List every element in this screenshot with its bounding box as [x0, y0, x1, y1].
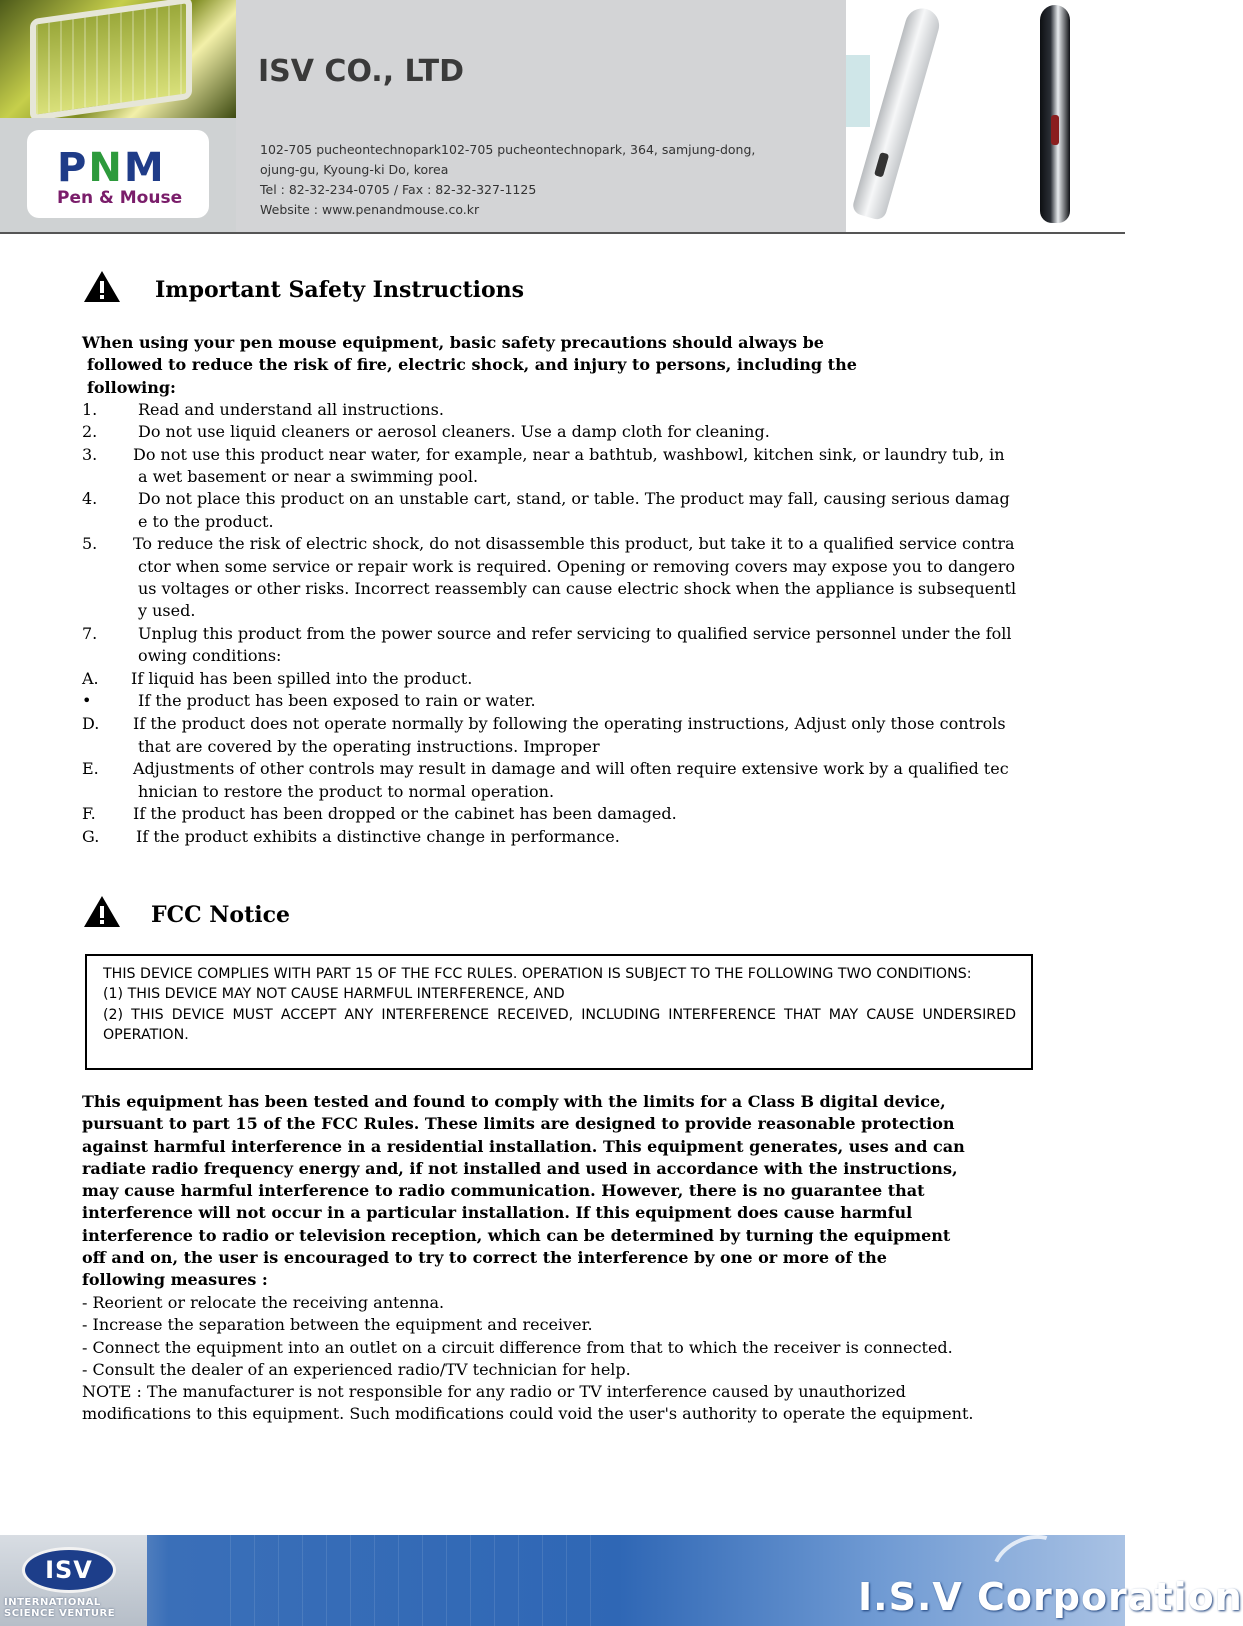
safety-intro — [82, 332, 1022, 399]
company-name: ISV CO., LTD — [258, 54, 465, 89]
item-text: Adjustments of other controls may result in damage and will often require extensive work by a qualified tec — [133, 759, 1009, 778]
measure-item: - Reorient or relocate the receiving antenna. — [82, 1293, 445, 1312]
item-text-continued: y used. — [138, 601, 196, 620]
intro-line: When using your pen mouse equipment, basic safety precautions should always be — [82, 333, 824, 352]
item-text-continued: ctor when some service or repair work is required. Opening or removing covers may expose you to dangero — [138, 557, 1016, 576]
statement-line: interference will not occur in a particular installation. If this equipment does cause harmful — [82, 1203, 913, 1223]
header-banner — [0, 0, 1125, 234]
statement-line: This equipment has been tested and found to comply with the limits for a Class B digital device, — [82, 1092, 946, 1111]
monitor-photo — [0, 0, 236, 118]
safety-title: Important Safety Instructions — [155, 277, 525, 303]
logo-tagline: Pen & Mouse — [57, 188, 183, 208]
item-bullet: • — [82, 691, 92, 710]
item-text-continued: hnician to restore the product to normal operation. — [138, 782, 555, 801]
fcc-statement — [82, 1091, 1022, 1292]
item-text: Read and understand all instructions. — [138, 400, 444, 419]
isv-logo: ISV — [22, 1547, 116, 1593]
item-text: If liquid has been spilled into the product. — [131, 669, 473, 688]
fcc-title: FCC Notice — [151, 902, 290, 928]
measure-item: - Consult the dealer of an experienced radio/TV technician for help. — [82, 1359, 631, 1379]
statement-line: following measures : — [82, 1270, 268, 1290]
item-number: 3. — [82, 445, 98, 464]
item-number: G. — [82, 827, 100, 846]
item-text-continued: owing conditions: — [138, 646, 282, 665]
item-text-continued: that are covered by the operating instructions. Improper — [138, 737, 600, 756]
logo-letter-m: M — [123, 145, 166, 191]
item-number: 4. — [82, 489, 98, 508]
warning-triangle-icon — [82, 269, 122, 305]
item-number: D. — [82, 714, 100, 733]
address-line: ojung-gu, Kyoung-ki Do, korea — [260, 162, 449, 177]
logo-letter-n: N — [88, 145, 124, 191]
statement-line: against harmful interference in a residential installation. This equipment generates, uses and can — [82, 1136, 965, 1156]
intro-line: followed to reduce the risk of fire, electric shock, and injury to persons, including the — [87, 355, 857, 375]
footer-grid-pattern — [230, 1535, 610, 1626]
isv-subtitle-line: SCIENCE VENTURE — [4, 1608, 116, 1619]
item-number: 5. — [82, 534, 98, 553]
fcc-box-line: THIS DEVICE COMPLIES WITH PART 15 OF THE FCC RULES. OPERATION IS SUBJECT TO THE FOLLOWING TWO CONDITIONS: — [103, 966, 972, 982]
item-text: Unplug this product from the power source and refer servicing to qualified service personnel under the foll — [138, 624, 1012, 643]
statement-line: interference to radio or television reception, which can be determined by turning the equipment — [82, 1225, 951, 1245]
contact-phone-fax: Tel : 82-32-234-0705 / Fax : 82-32-327-1125 — [260, 182, 537, 197]
item-text: If the product has been exposed to rain or water. — [138, 691, 536, 710]
item-text-continued: e to the product. — [138, 512, 274, 531]
isv-subtitle-line: INTERNATIONAL — [4, 1597, 101, 1608]
item-text: If the product exhibits a distinctive change in performance. — [136, 827, 620, 846]
monitor-screen-image — [30, 0, 192, 121]
pnm-logo — [27, 130, 209, 218]
fcc-measures — [82, 1292, 1022, 1426]
pen-button — [874, 152, 889, 178]
fcc-compliance-box — [85, 954, 1033, 1070]
logo-panel — [0, 118, 236, 232]
address-line: 102-705 pucheontechnopark102-705 pucheontechnopark, 364, samjung-dong, — [260, 142, 756, 157]
item-text: If the product has been dropped or the cabinet has been damaged. — [133, 804, 677, 823]
isv-subtitle — [4, 1597, 144, 1619]
item-number: A. — [82, 669, 99, 688]
statement-line: radiate radio frequency energy and, if not installed and used in accordance with the instructions, — [82, 1158, 958, 1178]
pen-mouse-black-image — [1040, 5, 1070, 223]
pnm-logo-letters — [57, 145, 166, 191]
warning-triangle-icon — [82, 894, 122, 930]
item-text: Do not place this product on an unstable cart, stand, or table. The product may fall, causing serious damag — [138, 489, 1010, 508]
item-text-continued: us voltages or other risks. Incorrect reassembly can cause electric shock when the appliance is subsequentl — [138, 579, 1017, 598]
item-number: E. — [82, 759, 99, 778]
fcc-box-line: (2) THIS DEVICE MUST ACCEPT ANY INTERFERENCE RECEIVED, INCLUDING INTERFERENCE THAT MAY CAUSE UNDERSIRED OPERATION. — [103, 1006, 1016, 1043]
corporation-name: I.S.V Corporation — [858, 1575, 1243, 1619]
item-number: 7. — [82, 624, 98, 643]
item-text: Do not use this product near water, for example, near a bathtub, washbowl, kitchen sink, or laundry tub, in — [133, 445, 1005, 464]
measure-item: - Connect the equipment into an outlet on a circuit difference from that to which the receiver is connected. — [82, 1337, 953, 1357]
header-accent-block — [846, 55, 870, 127]
item-number: 2. — [82, 422, 98, 441]
item-number: F. — [82, 804, 96, 823]
logo-letter-p: P — [57, 145, 89, 191]
item-number: 1. — [82, 400, 98, 419]
pen-button — [1051, 115, 1059, 145]
statement-line: may cause harmful interference to radio communication. However, there is no guarantee that — [82, 1181, 925, 1201]
measure-item: - Increase the separation between the equipment and receiver. — [82, 1315, 593, 1335]
note-line: NOTE : The manufacturer is not responsible for any radio or TV interference caused by unauthorized — [82, 1382, 906, 1402]
isv-logo-panel — [0, 1535, 147, 1626]
fcc-box-line: (1) THIS DEVICE MAY NOT CAUSE HARMFUL INTERFERENCE, AND — [103, 986, 565, 1003]
note-line: modifications to this equipment. Such modifications could void the user's authority to operate the equipment. — [82, 1404, 974, 1424]
intro-line: following: — [87, 377, 176, 397]
item-text: Do not use liquid cleaners or aerosol cleaners. Use a damp cloth for cleaning. — [138, 422, 770, 441]
website-line: Website : www.penandmouse.co.kr — [260, 202, 480, 217]
statement-line: pursuant to part 15 of the FCC Rules. These limits are designed to provide reasonable protection — [82, 1114, 955, 1134]
item-text: If the product does not operate normally by following the operating instructions, Adjust only those controls — [133, 714, 1006, 733]
footer-banner — [0, 1535, 1243, 1626]
company-info-panel — [236, 0, 846, 232]
item-text-continued: a wet basement or near a swimming pool. — [138, 467, 479, 486]
item-text: To reduce the risk of electric shock, do not disassemble this product, but take it to a qualified service contra — [133, 534, 1015, 553]
statement-line: off and on, the user is encouraged to try to correct the interference by one or more of the — [82, 1248, 887, 1268]
